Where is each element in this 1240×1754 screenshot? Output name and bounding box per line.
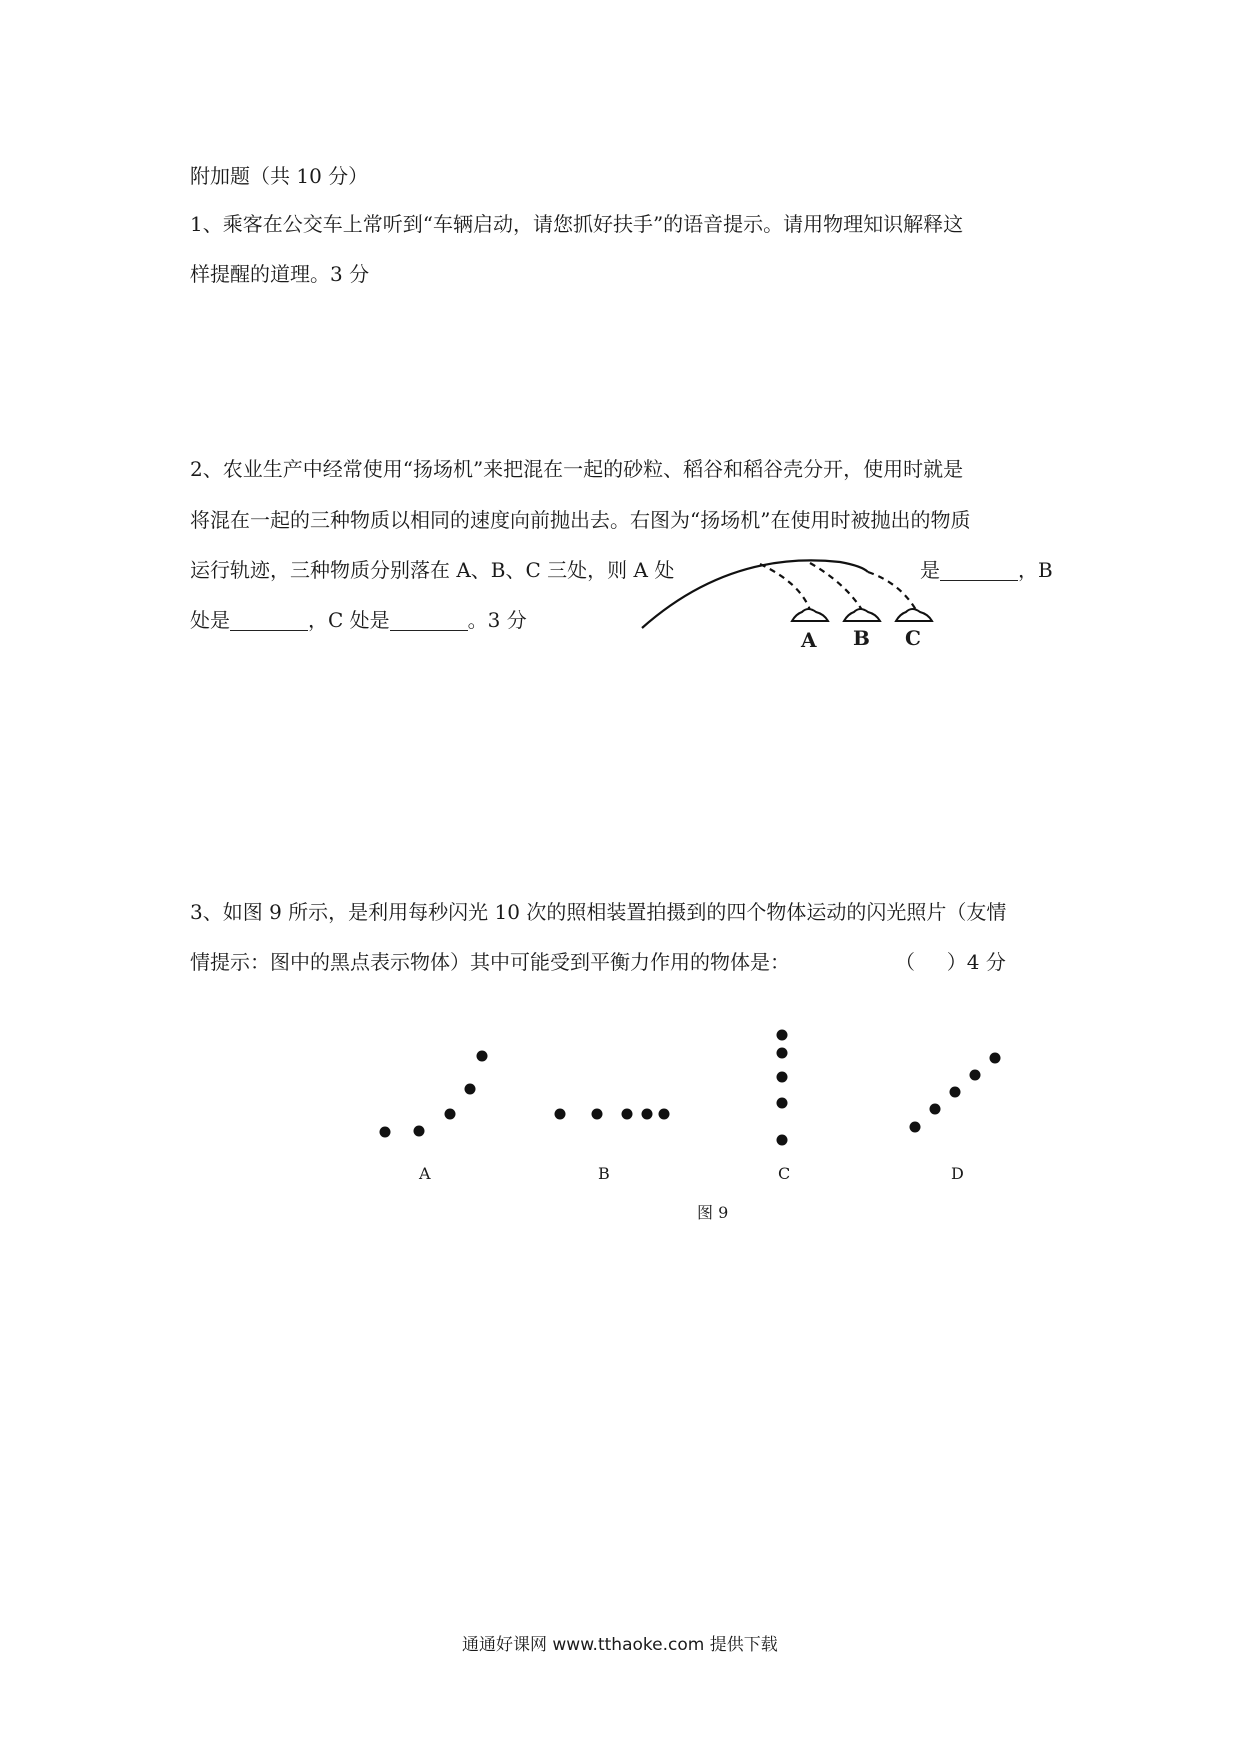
winnower-trajectory-diagram xyxy=(640,558,940,648)
trajectory-label-a: A xyxy=(801,628,817,652)
option-label-c: C xyxy=(778,1164,791,1183)
q2-line-2: 将混在一起的三种物质以相同的速度向前抛出去。右图为“扬场机”在使用时被抛出的物质 xyxy=(190,508,971,532)
q3-answer-paren: （ ）4 分 xyxy=(895,950,1006,974)
dot-d-1 xyxy=(910,1122,921,1133)
dot-a-2 xyxy=(414,1126,425,1137)
main-trajectory-arc xyxy=(642,560,868,628)
q2-line-4-a: 处是 xyxy=(190,608,230,632)
page-footer: 通通好课网 www.tthaoke.com 提供下载 xyxy=(462,1635,778,1655)
dot-c-1 xyxy=(777,1030,788,1041)
dot-d-3 xyxy=(950,1087,961,1098)
trajectory-b xyxy=(810,563,862,610)
dot-d-2 xyxy=(930,1104,941,1115)
dot-d-4 xyxy=(970,1070,981,1081)
dot-b-2 xyxy=(592,1109,603,1120)
answer-blank-c[interactable] xyxy=(390,610,468,631)
q2-line-3-right-tail: ，B xyxy=(1018,558,1053,582)
option-label-d: D xyxy=(951,1164,964,1183)
dot-a-3 xyxy=(445,1109,456,1120)
q1-line-2: 样提醒的道理。3 分 xyxy=(190,262,370,286)
option-label-b: B xyxy=(598,1164,610,1183)
q2-line-1: 2、农业生产中经常使用“扬场机”来把混在一起的砂粒、稻谷和稻谷壳分开，使用时就是 xyxy=(190,457,964,481)
q2-line-3-left: 运行轨迹，三种物质分别落在 A、B、C 三处，则 A 处 xyxy=(190,558,675,582)
dot-c-2 xyxy=(777,1048,788,1059)
dot-b-4 xyxy=(642,1109,653,1120)
q1-line-1: 1、乘客在公交车上常听到“车辆启动，请您抓好扶手”的语音提示。请用物理知识解释这 xyxy=(190,212,964,236)
dot-b-3 xyxy=(622,1109,633,1120)
section-title: 附加题（共 10 分） xyxy=(190,164,369,188)
option-label-a: A xyxy=(419,1164,431,1183)
answer-blank-b[interactable] xyxy=(230,610,308,631)
pile-b xyxy=(844,609,880,621)
pile-a xyxy=(792,609,828,621)
trajectory-label-c: C xyxy=(905,626,921,650)
dot-a-4 xyxy=(465,1084,476,1095)
dot-b-5 xyxy=(659,1109,670,1120)
answer-blank-a[interactable] xyxy=(940,560,1018,581)
trajectory-a xyxy=(760,564,810,610)
trajectory-c xyxy=(868,572,916,610)
dot-a-5 xyxy=(477,1051,488,1062)
dot-c-4 xyxy=(777,1098,788,1109)
figure-9-dots xyxy=(370,1020,1070,1170)
dot-c-3 xyxy=(777,1072,788,1083)
q3-line-2: 情提示：图中的黑点表示物体）其中可能受到平衡力作用的物体是： xyxy=(190,950,790,974)
pile-c xyxy=(896,609,932,621)
figure-9-caption: 图 9 xyxy=(697,1203,729,1222)
q2-line-4-c: 。3 分 xyxy=(467,608,527,632)
dot-a-1 xyxy=(380,1127,391,1138)
q2-line-4 xyxy=(190,606,527,634)
dot-b-1 xyxy=(555,1109,566,1120)
q3-line-1: 3、如图 9 所示，是利用每秒闪光 10 次的照相装置拍摄到的四个物体运动的闪光照片（友情 xyxy=(190,900,1007,924)
dot-d-5 xyxy=(990,1053,1001,1064)
q2-line-4-b: ，C 处是 xyxy=(308,608,390,632)
trajectory-label-b: B xyxy=(853,626,870,650)
q2-line-3-right-text: 是 xyxy=(920,558,940,582)
dot-c-5 xyxy=(777,1135,788,1146)
